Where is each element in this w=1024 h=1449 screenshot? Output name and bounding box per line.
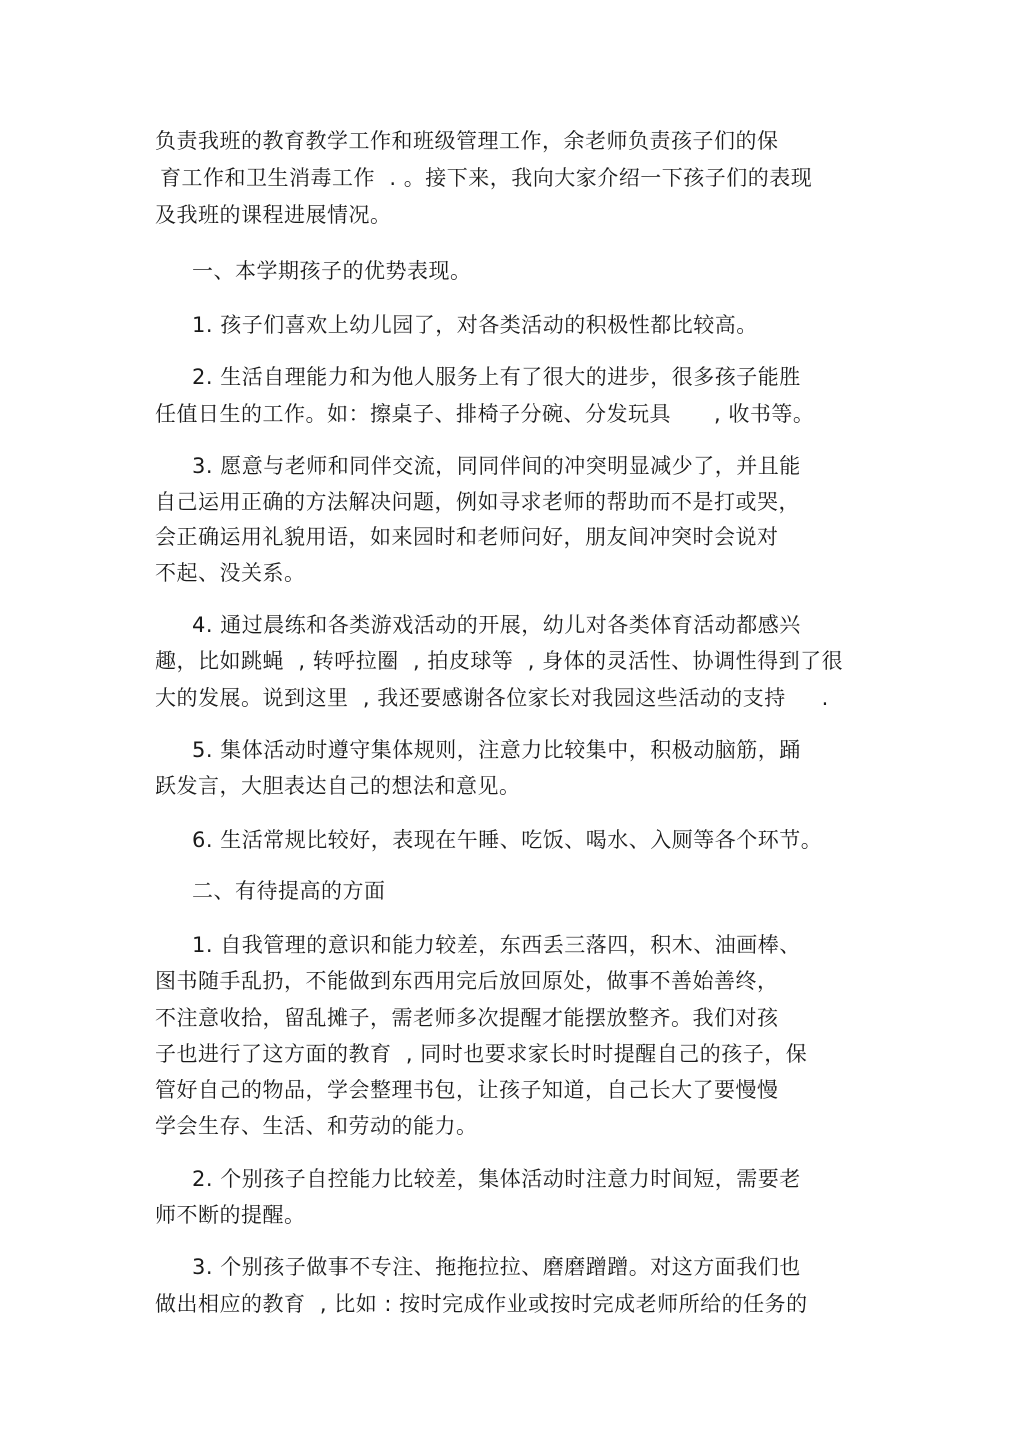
text-line: 3. 个别孩子做事不专注、拖拖拉拉、磨磨蹭蹭。对这方面我们也 bbox=[192, 1255, 801, 1279]
text-line: 二、有待提高的方面 bbox=[192, 879, 386, 903]
text-line: 大的发展。说到这里 , 我还要感谢各位家长对我园这些活动的支持 . bbox=[155, 686, 829, 710]
text-line: 4. 通过晨练和各类游戏活动的开展，幼儿对各类体育活动都感兴 bbox=[192, 613, 801, 637]
text-line: 负责我班的教育教学工作和班级管理工作，余老师负责孩子们的保 bbox=[155, 129, 779, 153]
text-line: 任值日生的工作。如：擦桌子、排椅子分碗、分发玩具 , 收书等。 bbox=[155, 402, 815, 426]
text-line: 子也进行了这方面的教育 , 同时也要求家长时时提醒自己的孩子，保 bbox=[155, 1042, 808, 1066]
text-line: 学会生存、生活、和劳动的能力。 bbox=[155, 1114, 478, 1138]
text-line: 自己运用正确的方法解决问题，例如寻求老师的帮助而不是打或哭， bbox=[155, 490, 800, 514]
text-line: 管好自己的物品，学会整理书包，让孩子知道，自己长大了要慢慢 bbox=[155, 1078, 779, 1102]
text-line: 不起、没关系。 bbox=[155, 561, 306, 585]
text-line: 会正确运用礼貌用语，如来园时和老师问好，朋友间冲突时会说对 bbox=[155, 525, 779, 549]
text-line: 3. 愿意与老师和同伴交流，同同伴间的冲突明显减少了，并且能 bbox=[192, 454, 801, 478]
text-line: 师不断的提醒。 bbox=[155, 1203, 306, 1227]
text-line: 图书随手乱扔，不能做到东西用完后放回原处，做事不善始善终， bbox=[155, 969, 779, 993]
text-line: 及我班的课程进展情况。 bbox=[155, 203, 392, 227]
text-line: 一、本学期孩子的优势表现。 bbox=[192, 259, 472, 283]
text-line: 育工作和卫生消毒工作 . 。接下来，我向大家介绍一下孩子们的表现 bbox=[160, 166, 813, 190]
text-line: 1. 自我管理的意识和能力较差，东西丢三落四，积木、油画棒、 bbox=[192, 933, 801, 957]
text-line: 1. 孩子们喜欢上幼儿园了，对各类活动的积极性都比较高。 bbox=[192, 313, 758, 337]
text-line: 做出相应的教育 , 比如 : 按时完成作业或按时完成老师所给的任务的 bbox=[155, 1292, 808, 1316]
text-line: 趣，比如跳蝇 , 转呼拉圈 , 拍皮球等 , 身体的灵活性、协调性得到了很 bbox=[155, 649, 844, 673]
text-line: 5. 集体活动时遵守集体规则，注意力比较集中，积极动脑筋，踊 bbox=[192, 738, 801, 762]
text-line: 跃发言，大胆表达自己的想法和意见。 bbox=[155, 774, 521, 798]
text-line: 不注意收拾，留乱摊子，需老师多次提醒才能摆放整齐。我们对孩 bbox=[155, 1006, 779, 1030]
text-line: 2. 生活自理能力和为他人服务上有了很大的进步，很多孩子能胜 bbox=[192, 365, 801, 389]
text-line: 2. 个别孩子自控能力比较差，集体活动时注意力时间短，需要老 bbox=[192, 1167, 801, 1191]
text-line: 6. 生活常规比较好，表现在午睡、吃饭、喝水、入厕等各个环节。 bbox=[192, 828, 823, 852]
